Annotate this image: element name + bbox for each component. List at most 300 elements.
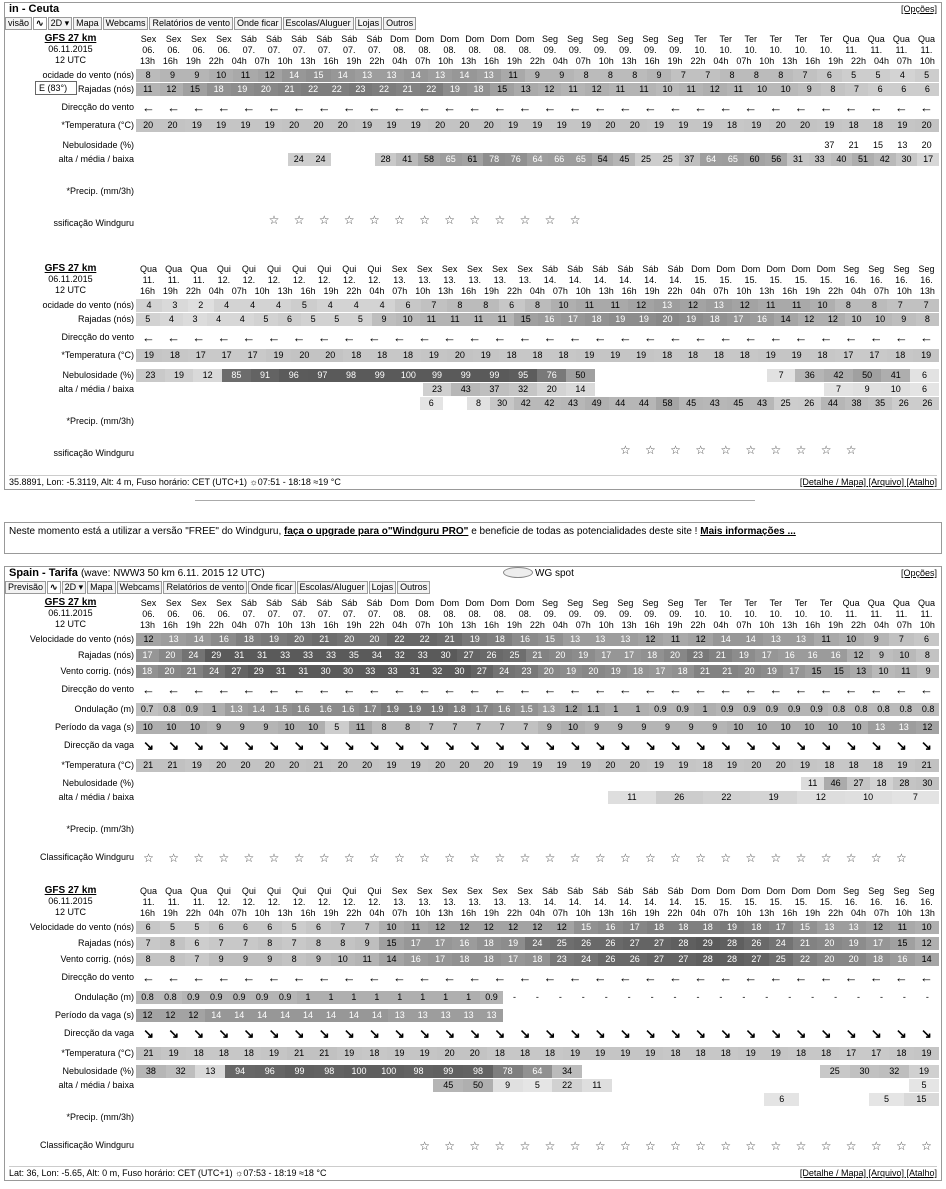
windguru-rating-cell [412, 443, 437, 457]
gusts-cell: 20 [159, 649, 182, 662]
wind-direction-arrow-icon: ← [292, 683, 306, 696]
wave-height-cell: - [925, 992, 929, 1002]
wind-speed-cell: 7 [696, 69, 720, 82]
tab-4[interactable]: Webcams [117, 581, 163, 594]
date-cell: 13. [443, 275, 456, 285]
date-cell: 08. [468, 45, 482, 55]
cloud-mid-cell: 66 [548, 153, 570, 166]
cloud-low-cell [415, 1093, 450, 1106]
hour-cell: 13h [621, 620, 637, 630]
hour-cell: 19h [162, 908, 178, 918]
wave-period-cell: 10 [278, 721, 302, 734]
gusts-row [136, 649, 939, 662]
day-cell: Sáb [617, 886, 634, 896]
wind-speed-cell: 8 [744, 69, 768, 82]
wind-speed-cell: 13 [842, 921, 866, 934]
wind-direction-arrow-icon: ← [242, 683, 256, 696]
location-footer: Lat: 36, Lon: -5.65, Alt: 0 m, Fuso horário: CET (UTC+1) ☼07:53 - 18:19 ≈18 °C [Detalhe / Mapa] [Arquivo] [Atalho] [9, 1168, 937, 1178]
cloud-mid-cell: 11 [608, 791, 655, 804]
wave-period-cell: 14 [251, 1009, 274, 1022]
hour-cell: 04h [369, 286, 385, 296]
day-cell: Sex [441, 264, 458, 274]
temperature-cell: 20 [160, 119, 184, 132]
temperature-cell: 18 [538, 1047, 563, 1060]
wind-direction-arrow-icon: ← [919, 971, 933, 984]
wind-speed-cell: 10 [551, 299, 577, 312]
wave-height-cell: 1.1 [582, 703, 604, 716]
wave-height-cell: - [604, 992, 608, 1002]
hour-cell: 22h [506, 286, 522, 296]
cloud-mid-cell [166, 1079, 196, 1092]
wind-speed-cell: 16 [211, 633, 236, 646]
cloud-mid-cell: 24 [288, 153, 310, 166]
wind-direction-arrow-icon: ← [719, 101, 733, 114]
cloud-low-cell: 6 [764, 1093, 799, 1106]
tab-0[interactable]: Previsão [5, 581, 46, 594]
hour-cell: 19h [828, 620, 844, 630]
tab-5[interactable]: Relatórios de vento [163, 581, 247, 594]
gusts-cell: 15 [490, 83, 514, 96]
tab-2[interactable]: 2D ▾ [62, 581, 87, 594]
cloud-low-cell [171, 1093, 206, 1106]
hour-cell: 22h [828, 908, 844, 918]
date-cell: 07. [317, 609, 331, 619]
gusts-cell: 19 [501, 937, 525, 950]
date-cell: 13. [418, 897, 431, 907]
windguru-rating-cell [788, 213, 813, 227]
windguru-rating-cell [236, 1139, 261, 1153]
wave-period-cell: 10 [798, 721, 822, 734]
wind-speed-row [136, 921, 939, 934]
cloud-mid-cell [278, 791, 325, 804]
day-cell: Qua [140, 886, 158, 896]
gusts-cell: 22 [325, 83, 349, 96]
gusts-cell: 10 [868, 313, 892, 326]
temperature-cell: 20 [209, 759, 233, 772]
windguru-rating-cell: ☆ [444, 213, 456, 227]
tab-8[interactable]: Lojas [355, 17, 383, 30]
wind-speed-cell: 18 [236, 633, 261, 646]
wind-direction-row [136, 683, 939, 696]
date-cell: 13. [418, 275, 431, 285]
date-cell: 16. [920, 897, 933, 907]
cloud-mid-cell [136, 153, 158, 166]
temperature-cell: 18 [663, 1047, 688, 1060]
wind-direction-row [136, 101, 939, 114]
date-cell: 11. [142, 897, 155, 907]
cloud-mid-cell: 26 [656, 791, 703, 804]
wave-period-cell: 7 [490, 721, 514, 734]
gusts-cell: 13 [514, 83, 538, 96]
wave-direction-arrow-icon: ↘ [193, 1027, 205, 1040]
windguru-rating-cell [136, 1139, 161, 1153]
date-cell: 10. [744, 45, 758, 55]
cloud-high-cell [136, 777, 159, 790]
temperature-cell: 19 [387, 1047, 412, 1060]
wave-direction-arrow-icon: ↘ [770, 739, 782, 752]
cloud-mid-cell [222, 383, 251, 396]
model-link[interactable]: GFS 27 km [44, 33, 97, 44]
cloud-mid-cell: 11 [582, 1079, 612, 1092]
day-cell: Qua [892, 598, 910, 608]
row-label: Classificação Windguru [39, 1140, 134, 1150]
windguru-rating-cell: ☆ [921, 1139, 932, 1153]
cloud-high-cell [457, 777, 480, 790]
date-cell: 16. [895, 275, 908, 285]
model-link[interactable]: GFS 27 km [44, 597, 97, 608]
corrected-wind-cell: 15 [805, 665, 827, 678]
date-cell: 16. [870, 275, 883, 285]
day-cell: Qua [842, 34, 860, 44]
day-cell: Seg [868, 886, 885, 896]
day-cell: Qui [367, 264, 382, 274]
hour-cell: 22h [208, 620, 224, 630]
date-cell: 06. [217, 45, 231, 55]
date-cell: 15. [769, 897, 783, 907]
hour-cell: 10h [759, 620, 775, 630]
windguru-rating-cell [512, 443, 537, 457]
wind-direction-arrow-icon: ← [769, 971, 783, 984]
hour-cell: 04h [873, 56, 889, 66]
date-cell: 14. [568, 275, 582, 285]
corrected-wind-cell: 15 [828, 665, 850, 678]
cloud-mid-cell: 42 [874, 153, 896, 166]
wind-speed-cell: 4 [214, 299, 240, 312]
cloud-low-cell: 43 [561, 397, 585, 410]
gusts-cell: 32 [388, 649, 411, 662]
gusts-cell: 18 [641, 649, 664, 662]
cloud-high-row [136, 1065, 939, 1078]
wave-period-cell: 13 [388, 1009, 411, 1022]
wind-speed-cell: 22 [412, 633, 437, 646]
tab-5[interactable]: Relatórios de vento [149, 17, 233, 30]
date-cell: 11. [870, 45, 883, 55]
cloud-high-cell: 99 [480, 369, 509, 382]
hour-cell: 13h [461, 620, 477, 630]
row-label: Direcção da vaga [63, 1028, 134, 1038]
gusts-cell: 10 [774, 83, 798, 96]
temperature-cell: 19 [628, 349, 654, 362]
wave-height-cell: 0.9 [480, 991, 503, 1004]
more-info-link[interactable]: Mais informações ... [700, 526, 796, 537]
wave-height-cell: 0.8 [917, 703, 939, 716]
tab-2[interactable]: 2D ▾ [48, 17, 73, 30]
gusts-cell: 8 [160, 937, 184, 950]
date-cell: 12. [242, 897, 256, 907]
gusts-cell: 26 [598, 937, 622, 950]
wind-speed-cell: 8 [623, 69, 647, 82]
wave-direction-arrow-icon: ↘ [921, 739, 932, 752]
hour-cell: 04h [392, 56, 408, 66]
gusts-cell: 20 [656, 313, 680, 326]
wind-speed-cell: 4 [343, 299, 369, 312]
gusts-cell: 5 [349, 313, 373, 326]
cloud-high-cell: 41 [881, 369, 910, 382]
wave-height-cell: - [879, 992, 883, 1002]
tab-7[interactable]: Escolas/Aluguer [283, 17, 354, 30]
tab-9[interactable]: Outros [397, 581, 430, 594]
cloud-low-cell: 42 [514, 397, 538, 410]
tab-3[interactable]: Mapa [73, 17, 102, 30]
hour-cell: 07h [713, 908, 729, 918]
day-cell: Qua [165, 886, 183, 896]
date-cell: 16. [920, 275, 933, 285]
cloud-mid-cell [308, 383, 337, 396]
corrected-wind-cell: 19 [560, 665, 582, 678]
date-cell: 10. [719, 609, 732, 619]
day-cell: Sáb [240, 34, 257, 44]
day-cell: Qua [190, 886, 208, 896]
wind-speed-cell: 8 [574, 69, 598, 82]
wind-direction-arrow-icon: ← [242, 331, 256, 344]
corrected-wind-cell: 9 [306, 953, 330, 966]
corrected-wind-cell: 31 [270, 665, 292, 678]
gusts-cell: 8 [916, 649, 939, 662]
wind-speed-cell: 13 [817, 921, 841, 934]
wave-height-cell: 0.9 [274, 991, 297, 1004]
corrected-wind-cell: 31 [292, 665, 314, 678]
temperature-cell: 18 [696, 759, 720, 772]
wave-direction-arrow-icon: ↘ [394, 1027, 405, 1040]
date-cell: 15. [769, 275, 783, 285]
wind-direction-arrow-icon: ← [493, 331, 507, 344]
hour-cell: 04h [529, 908, 545, 918]
cloud-mid-cell [285, 1079, 315, 1092]
wind-direction-arrow-icon: ← [392, 971, 406, 984]
windguru-rating-cell [161, 1139, 186, 1153]
wind-direction-arrow-icon: ← [192, 971, 206, 984]
cloud-mid-cell [467, 791, 514, 804]
cloud-high-cell: 36 [795, 369, 824, 382]
wind-direction-arrow-icon: ← [694, 971, 708, 984]
cloud-low-cell: 44 [609, 397, 633, 410]
wind-direction-arrow-icon: ← [694, 331, 708, 344]
cloud-low-cell [278, 397, 302, 410]
cloud-mid-row [136, 153, 939, 166]
gusts-cell: 19 [632, 313, 656, 326]
cloud-high-cell [755, 777, 778, 790]
date-cell: 16. [870, 897, 883, 907]
wave-height-cell: 1 [320, 991, 343, 1004]
wave-period-cell: 12 [916, 721, 940, 734]
tab-3[interactable]: Mapa [87, 581, 116, 594]
wg-spot-link[interactable]: WG spot [503, 567, 574, 580]
wave-height-cell: 1.3 [225, 703, 247, 716]
windguru-rating-cell: ☆ [745, 1139, 757, 1153]
hour-cell: 04h [552, 56, 568, 66]
wind-direction-arrow-icon: ← [267, 331, 281, 344]
cloud-high-cell: 12 [193, 369, 222, 382]
tab-6[interactable]: Onde ficar [234, 17, 282, 30]
tab-6[interactable]: Onde ficar [248, 581, 296, 594]
hour-cell: 07h [896, 56, 912, 66]
tab-4[interactable]: Webcams [103, 17, 149, 30]
upgrade-notice: Neste momento está a utilizar a versão "FREE" do Windguru, faça o upgrade para o"Windguru PRO" e beneficie de todas as potencialidades deste site ! Mais informações ... [4, 522, 942, 554]
wind-speed-cell: 7 [671, 69, 695, 82]
model-date: 06.11.2015 [48, 44, 93, 54]
day-cell: Qui [292, 264, 307, 274]
wind-speed-cell: 5 [291, 299, 317, 312]
cloud-high-cell [731, 1065, 761, 1078]
day-cell: Ter [744, 598, 758, 608]
wave-period-row [136, 721, 939, 734]
gusts-cell: 17 [618, 649, 641, 662]
windguru-rating-cell: ☆ [845, 851, 857, 865]
options-link[interactable]: [Opções] [900, 568, 937, 578]
windguru-rating-cell [588, 443, 613, 457]
hour-cell: 19h [506, 56, 522, 66]
corrected-wind-cell: 18 [452, 953, 476, 966]
wind-direction-arrow-icon: ← [267, 971, 281, 984]
model-link[interactable]: GFS 27 km [44, 885, 97, 896]
temperature-cell: 21 [287, 1047, 312, 1060]
wind-speed-cell: 4 [369, 299, 395, 312]
date-cell: 06. [167, 45, 180, 55]
wind-speed-cell: 6 [258, 921, 282, 934]
corrected-wind-cell: 20 [158, 665, 180, 678]
gusts-cell: 31 [228, 649, 251, 662]
gusts-row [136, 83, 939, 96]
cloud-low-cell: 5 [869, 1093, 904, 1106]
date-cell: 09. [644, 45, 657, 55]
gusts-cell: 5 [301, 313, 325, 326]
hour-cell: 16h [139, 286, 155, 296]
cloud-low-cell: 26 [892, 397, 916, 410]
wind-speed-cell: 8 [473, 299, 499, 312]
wave-height-cell: 0.9 [251, 991, 274, 1004]
upgrade-link[interactable]: faça o upgrade para o"Windguru PRO" [284, 526, 469, 537]
day-cell: Dom [691, 886, 711, 896]
wind-speed-cell: 18 [671, 921, 695, 934]
date-cell: 08. [468, 609, 482, 619]
wave-height-cell: 1.5 [515, 703, 537, 716]
wind-speed-cell: 17 [769, 921, 793, 934]
gusts-cell: 11 [136, 83, 160, 96]
cloud-high-cell [501, 139, 525, 152]
date-cell: 10. [794, 45, 808, 55]
temperature-cell: 19 [638, 1047, 663, 1060]
day-cell: Sex [391, 886, 408, 896]
wave-period-cell: 9 [679, 721, 703, 734]
cloud-high-cell [379, 139, 403, 152]
row-label: Direcção do vento [61, 332, 134, 342]
wave-height-cell: 1.7 [471, 703, 493, 716]
wave-height-cell: 0.9 [783, 703, 805, 716]
windguru-rating-cell: ☆ [369, 213, 380, 227]
day-cell: Qui [317, 886, 332, 896]
cloud-low-cell: 26 [798, 397, 822, 410]
footer-links[interactable]: [Detalhe / Mapa] [Arquivo] [Atalho] [799, 1168, 937, 1178]
wind-direction-arrow-icon: ← [142, 683, 156, 696]
wind-direction-arrow-icon: ← [869, 101, 883, 114]
gusts-cell: 19 [572, 649, 595, 662]
tab-7[interactable]: Escolas/Aluguer [297, 581, 368, 594]
tab-1[interactable]: ∿ [47, 581, 61, 594]
temperature-cell: 20 [769, 759, 793, 772]
temperature-cell: 20 [233, 759, 257, 772]
gusts-cell: 28 [720, 937, 744, 950]
day-cell: Qui [216, 264, 231, 274]
temperature-cell: 18 [810, 349, 836, 362]
day-cell: Ter [719, 598, 732, 608]
cloud-low-cell [396, 397, 420, 410]
wind-speed-row [136, 299, 939, 312]
corrected-wind-cell: 24 [203, 665, 225, 678]
wind-speed-cell: 20 [362, 633, 387, 646]
wave-period-cell [595, 1009, 618, 1022]
gusts-cell: 12 [703, 83, 727, 96]
corrected-wind-cell: 18 [525, 953, 549, 966]
options-link[interactable]: [Opções] [900, 4, 937, 14]
hour-cell: 19h [484, 908, 500, 918]
windguru-rating-cell: ☆ [569, 1139, 581, 1153]
hour-row [136, 55, 939, 68]
wind-speed-cell: 12 [680, 299, 706, 312]
row-label: Nebulosidade (%) [62, 1066, 134, 1076]
day-cell: Dom [691, 264, 711, 274]
cloud-high-cell [681, 369, 710, 382]
cloud-mid-cell [790, 1079, 820, 1092]
row-label: Direcção do vento [61, 972, 134, 982]
cloud-high-cell [618, 777, 641, 790]
wind-speed-cell: 13 [477, 69, 501, 82]
gusts-cell: 23 [687, 649, 710, 662]
gusts-cell: 15 [183, 83, 207, 96]
tab-0[interactable]: visão [5, 17, 32, 30]
wind-direction-arrow-icon: ← [894, 101, 908, 114]
hour-cell: 04h [690, 286, 706, 296]
date-cell: 10. [794, 609, 808, 619]
corrected-wind-cell: 21 [694, 665, 716, 678]
tab-1[interactable]: ∿ [33, 17, 47, 30]
model-link[interactable]: GFS 27 km [44, 263, 97, 274]
wave-period-cell: 14 [274, 1009, 297, 1022]
wave-period-cell: 7 [514, 721, 538, 734]
wind-direction-row [136, 331, 939, 344]
cloud-mid-cell: 5 [909, 1079, 939, 1092]
gusts-cell: 16 [452, 937, 476, 950]
hour-cell: 07h [736, 620, 752, 630]
windguru-rating-cell [236, 213, 261, 227]
hour-cell: 07h [415, 56, 431, 66]
cloud-mid-cell: 58 [418, 153, 440, 166]
footer-links[interactable]: [Detalhe / Mapa] [Arquivo] [Atalho] [799, 477, 937, 487]
date-cell: 15. [719, 897, 732, 907]
cloud-high-cell: 99 [285, 1065, 315, 1078]
gusts-cell: 22 [372, 83, 396, 96]
date-cell: 14. [543, 275, 557, 285]
day-cell: Sex [140, 598, 157, 608]
wave-height-cell: - [719, 992, 723, 1002]
cloud-mid-cell: 17 [917, 153, 939, 166]
windguru-rating-cell: ☆ [544, 213, 556, 227]
tab-8[interactable]: Lojas [369, 581, 397, 594]
wind-speed-cell: 9 [864, 633, 889, 646]
wind-direction-arrow-icon: ← [493, 101, 507, 114]
cloud-mid-cell: 23 [423, 383, 452, 396]
wave-period-cell: 10 [136, 721, 160, 734]
day-cell: Qua [867, 598, 885, 608]
row-label: alta / média / baixa [58, 384, 134, 394]
hour-cell: 10h [415, 908, 431, 918]
date-cell: 12. [217, 897, 231, 907]
cloud-low-cell: 26 [916, 397, 940, 410]
date-cell: 09. [669, 45, 682, 55]
wave-height-cell: - [535, 992, 539, 1002]
tab-9[interactable]: Outros [383, 17, 416, 30]
wave-period-cell: 13 [411, 1009, 434, 1022]
gusts-cell: 10 [750, 83, 774, 96]
